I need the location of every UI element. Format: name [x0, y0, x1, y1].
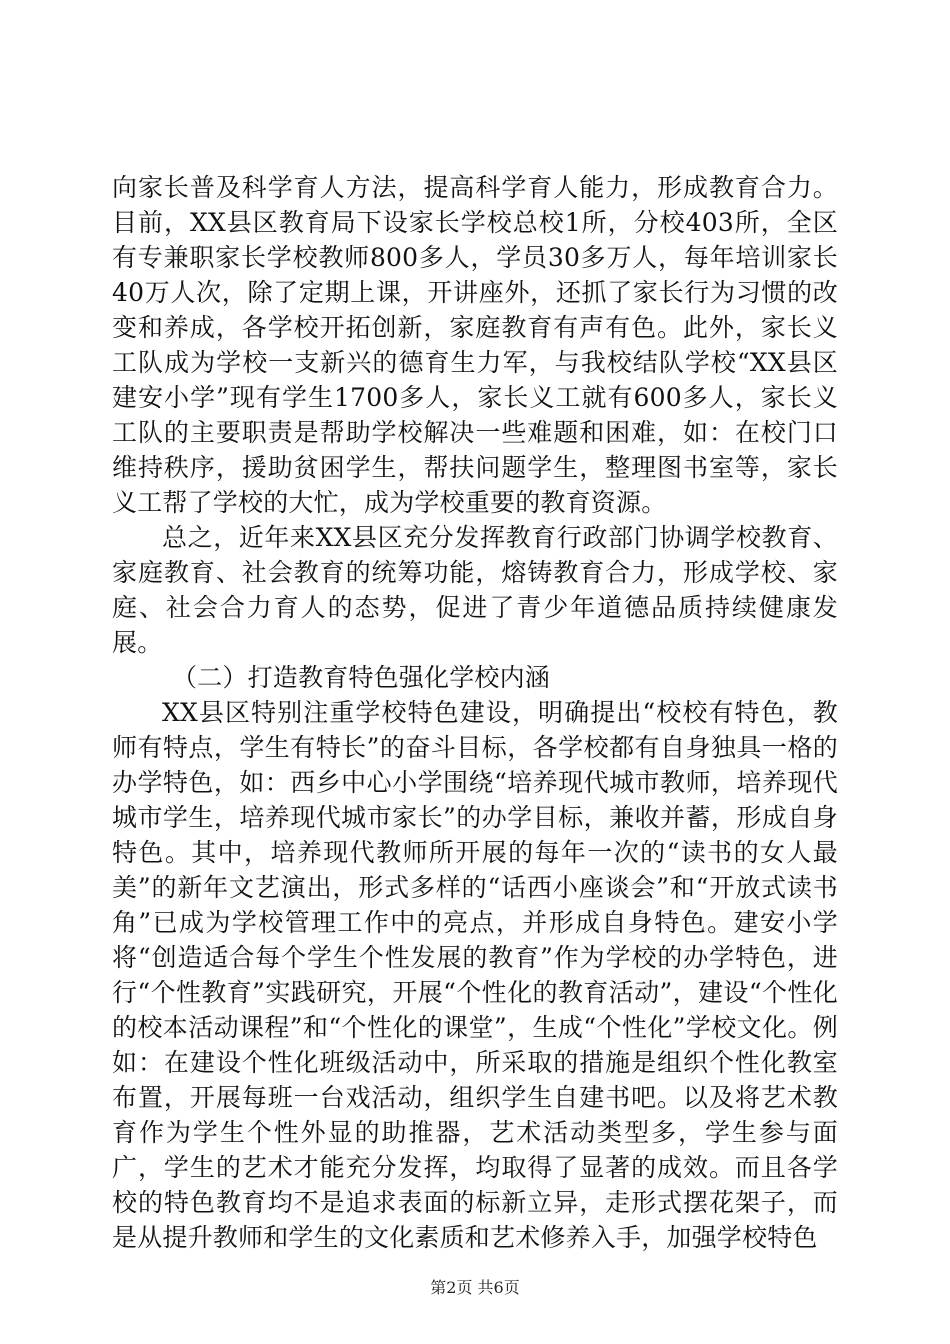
paragraph-school-features: XX县区特别注重学校特色建设，明确提出“校校有特色，教师有特点，学生有特长”的奋斗目标，各学校都有自身独具一格的办学特色，如：西乡中心小学围绕“培养现代城市教师，培养现代城市学生，培养现代城市家长”的办学目标，兼收并蓄，形成自身特色。其中，培养现代教师所开展的每年一次的“读书的女人最美”的新年文艺演出，形式多样的“话西小座谈会”和“开放式读书角”已成为学校管理工作中的亮点，并形成自身特色。建安小学将“创造适合每个学生个性发展的教育”作为学校的办学特色，进行“个性教育”实践研究，开展“个性化的教育活动”，建设“个性化的校本活动课程”和“个性化的课堂”，生成“个性化”学校文化。例如：在建设个性化班级活动中，所采取的措施是组织个性化教室布置，开展每班一台戏活动，组织学生自建书吧。以及将艺术教育作为学生个性外显的助推器，艺术活动类型多，学生参与面广，学生的艺术才能充分发挥，均取得了显著的成效。而且各学校的特色教育均不是追求表面的标新立异，走形式摆花架子，而是从提升教师和学生的文化素质和艺术修养入手，加强学校特色 [112, 698, 838, 1252]
paragraph-continuation: 向家长普及科学育人方法，提高科学育人能力，形成教育合力。目前，XX县区教育局下设家长学校总校1所，分校403所，全区有专兼职家长学校教师800多人，学员30多万人，每年培训家长40万人次，除了定期上课，开讲座外，还抓了家长行为习惯的改变和养成，各学校开拓创新，家庭教育有声有色。此外，家长义工队成为学校一支新兴的德育生力军，与我校结队学校“XX县区建安小学”现有学生1700多人，家长义工就有600多人，家长义工队的主要职责是帮助学校解决一些难题和困难，如：在校门口维持秩序，援助贫困学生，帮扶问题学生，整理图书室等，家长义工帮了学校的大忙，成为学校重要的教育资源。 [112, 173, 838, 517]
document-body [112, 170, 838, 1255]
page-footer: 第2页 共6页 [430, 1278, 520, 1297]
section-heading: （二）打造教育特色强化学校内涵 [172, 663, 551, 692]
paragraph-summary: 总之，近年来XX县区充分发挥教育行政部门协调学校教育、家庭教育、社会教育的统筹功能，熔铸教育合力，形成学校、家庭、社会合力育人的态势，促进了青少年道德品质持续健康发展。 [112, 523, 838, 657]
